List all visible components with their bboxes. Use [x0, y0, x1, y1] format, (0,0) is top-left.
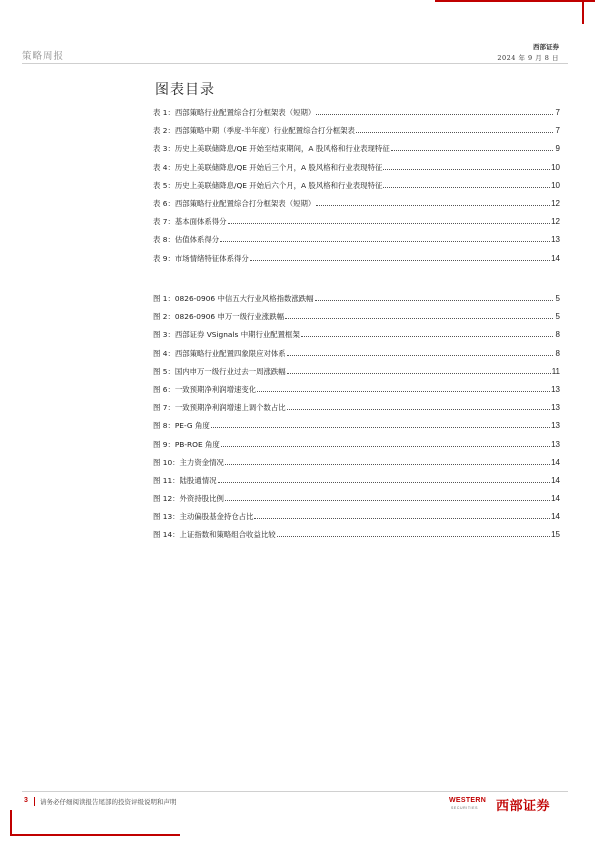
corner-decoration-bottom-vertical	[10, 810, 12, 836]
toc-figure-entry-label: 图 2：0826-0906 申万一级行业涨跌幅	[153, 312, 284, 322]
toc-figure-entry[interactable]	[153, 494, 560, 512]
logo-english-sub: SECURITIES	[451, 806, 479, 810]
toc-figure-entry[interactable]	[153, 458, 560, 476]
toc-table-entry-page-number: 14	[551, 253, 560, 263]
page-number: 3	[24, 797, 28, 804]
footer-separator	[34, 797, 35, 806]
toc-figure-entry-label: 图 10：主力资金情况	[153, 457, 224, 467]
toc-table-entry-page-number: 12	[551, 198, 560, 208]
toc-table-entry-page-number: 12	[551, 217, 560, 227]
toc-figure-entry-label: 图 8：PE-G 角度	[153, 421, 210, 431]
toc-figure-entry-page-number: 15	[551, 530, 560, 540]
toc-figure-entry-page-number: 14	[551, 512, 560, 522]
toc-figure-entry-label: 图 14：上证指数和策略组合收益比较	[153, 530, 276, 540]
dot-leader	[391, 144, 553, 151]
toc-table-entry[interactable]	[153, 235, 560, 253]
toc-figure-entry-page-number: 5	[555, 294, 560, 303]
toc-table-entry-page-number: 13	[551, 235, 560, 245]
dot-leader	[383, 181, 550, 188]
toc-table-entry[interactable]	[153, 144, 560, 162]
dot-leader	[220, 235, 550, 242]
toc-table-entry-page-number: 10	[551, 162, 560, 172]
toc-figure-entry-label: 图 3：西部证券 VSignals 中期行业配置框架	[153, 330, 300, 340]
dot-leader	[277, 530, 550, 537]
toc-figure-entry-page-number: 11	[551, 366, 560, 376]
report-section-label: 策略周报	[22, 51, 65, 62]
toc-figure-entry-page-number: 13	[551, 439, 560, 449]
western-securities-logo	[449, 793, 564, 813]
toc-figure-entry[interactable]	[153, 530, 560, 548]
toc-figure-entry-label: 图 5：国内申万一级行业过去一周涨跌幅	[153, 366, 286, 376]
toc-table-entry[interactable]	[153, 254, 560, 272]
toc-figure-entry[interactable]	[153, 421, 560, 439]
toc-table-entry-label: 表 8：估值体系得分	[153, 235, 220, 245]
corner-decoration-bottom-horizontal	[10, 834, 180, 836]
dot-leader	[316, 108, 553, 115]
header-divider	[22, 63, 568, 64]
header-report-date: 2024 年 9 月 8 日	[497, 54, 559, 62]
toc-figure-entry-label: 图 13：主动偏股基金持仓占比	[153, 512, 254, 522]
footer-disclaimer: 请务必仔细阅读报告尾部的投资评级说明和声明	[40, 798, 177, 806]
toc-table-entry-label: 表 7：基本面体系得分	[153, 217, 227, 227]
toc-figure-entry-page-number: 14	[551, 494, 560, 504]
toc-figure-entry-label: 图 11：陆股通情况	[153, 475, 217, 485]
dot-leader	[211, 421, 550, 428]
toc-figure-entry-page-number: 13	[551, 403, 560, 413]
toc-figure-entry[interactable]	[153, 294, 560, 312]
toc-figure-entry-page-number: 8	[555, 348, 560, 358]
toc-table-entry[interactable]	[153, 126, 560, 144]
toc-figure-entry-page-number: 8	[555, 330, 560, 340]
header-company-name: 西部证券	[533, 43, 559, 51]
dot-leader	[315, 294, 553, 301]
toc-figure-entry[interactable]	[153, 440, 560, 458]
dot-leader	[287, 403, 550, 410]
dot-leader	[254, 512, 550, 519]
dot-leader	[301, 330, 553, 337]
dot-leader	[221, 440, 550, 447]
toc-table-entry-label: 表 2：西部策略中期（季度-半年度）行业配置综合打分框架表	[153, 126, 355, 136]
toc-title: 图表目录	[155, 82, 215, 98]
toc-figure-entry-label: 图 7：一致预期净利润增速上调个数占比	[153, 403, 286, 413]
toc-figure-entry-label: 图 4：西部策略行业配置四象限应对体系	[153, 348, 286, 358]
toc-figure-entry[interactable]	[153, 312, 560, 330]
dot-leader	[218, 476, 551, 483]
dot-leader	[228, 217, 551, 224]
toc-figure-entry-page-number: 13	[551, 421, 560, 431]
toc-figure-entry[interactable]	[153, 367, 560, 385]
toc-table-entry-label: 表 6：西部策略行业配置综合打分框架表（短期）	[153, 198, 316, 208]
toc-table-entry-label: 表 1：西部策略行业配置综合打分框架表（短期）	[153, 108, 316, 117]
toc-table-entry-page-number: 10	[551, 180, 560, 190]
dot-leader	[287, 349, 553, 356]
toc-table-entry-label: 表 9：市场情绪特征体系得分	[153, 253, 249, 263]
dot-leader	[257, 385, 550, 392]
toc-figure-entry-label: 图 12：外资持股比例	[153, 494, 224, 504]
table-of-tables	[153, 108, 560, 272]
dot-leader	[285, 312, 553, 319]
toc-figure-entry-label: 图 9：PB-ROE 角度	[153, 439, 220, 449]
corner-decoration-top-vertical	[582, 0, 584, 24]
dot-leader	[356, 126, 553, 133]
toc-table-entry-label: 表 4：历史上美联储降息/QE 开始后三个月，A 股风格和行业表现特征	[153, 162, 383, 172]
toc-figure-entry[interactable]	[153, 349, 560, 367]
toc-table-entry-label: 表 3：历史上美联储降息/QE 开始至结束期间，A 股风格和行业表现特征	[153, 144, 390, 154]
table-of-figures	[153, 294, 560, 549]
toc-table-entry-page-number: 9	[555, 144, 560, 154]
dot-leader	[225, 458, 550, 465]
toc-figure-entry-label: 图 6：一致预期净利润增速变化	[153, 384, 257, 394]
toc-table-entry-label: 表 5：历史上美联储降息/QE 开始后六个月，A 股风格和行业表现特征	[153, 180, 383, 190]
toc-figure-entry[interactable]	[153, 385, 560, 403]
corner-decoration-top-horizontal	[435, 0, 595, 2]
toc-figure-entry-page-number: 14	[551, 475, 560, 485]
dot-leader	[316, 199, 550, 206]
toc-table-entry[interactable]	[153, 181, 560, 199]
footer-divider	[22, 791, 568, 792]
toc-table-entry-page-number: 7	[555, 108, 560, 117]
logo-chinese: 西部证券	[496, 799, 551, 814]
dot-leader	[225, 494, 550, 501]
toc-figure-entry[interactable]	[153, 403, 560, 421]
toc-figure-entry[interactable]	[153, 330, 560, 348]
toc-table-entry[interactable]	[153, 108, 560, 126]
toc-figure-entry[interactable]	[153, 476, 560, 494]
toc-figure-entry[interactable]	[153, 512, 560, 530]
dot-leader	[287, 367, 551, 374]
toc-table-entry[interactable]	[153, 217, 560, 235]
toc-table-entry[interactable]	[153, 163, 560, 181]
toc-figure-entry-page-number: 5	[555, 312, 560, 322]
dot-leader	[250, 254, 550, 261]
toc-table-entry[interactable]	[153, 199, 560, 217]
logo-english: WESTERN	[449, 797, 487, 804]
dot-leader	[383, 163, 550, 170]
toc-figure-entry-label: 图 1：0826-0906 中信五大行业风格指数涨跌幅	[153, 294, 314, 303]
toc-figure-entry-page-number: 14	[551, 457, 560, 467]
toc-figure-entry-page-number: 13	[551, 384, 560, 394]
toc-table-entry-page-number: 7	[555, 126, 560, 136]
